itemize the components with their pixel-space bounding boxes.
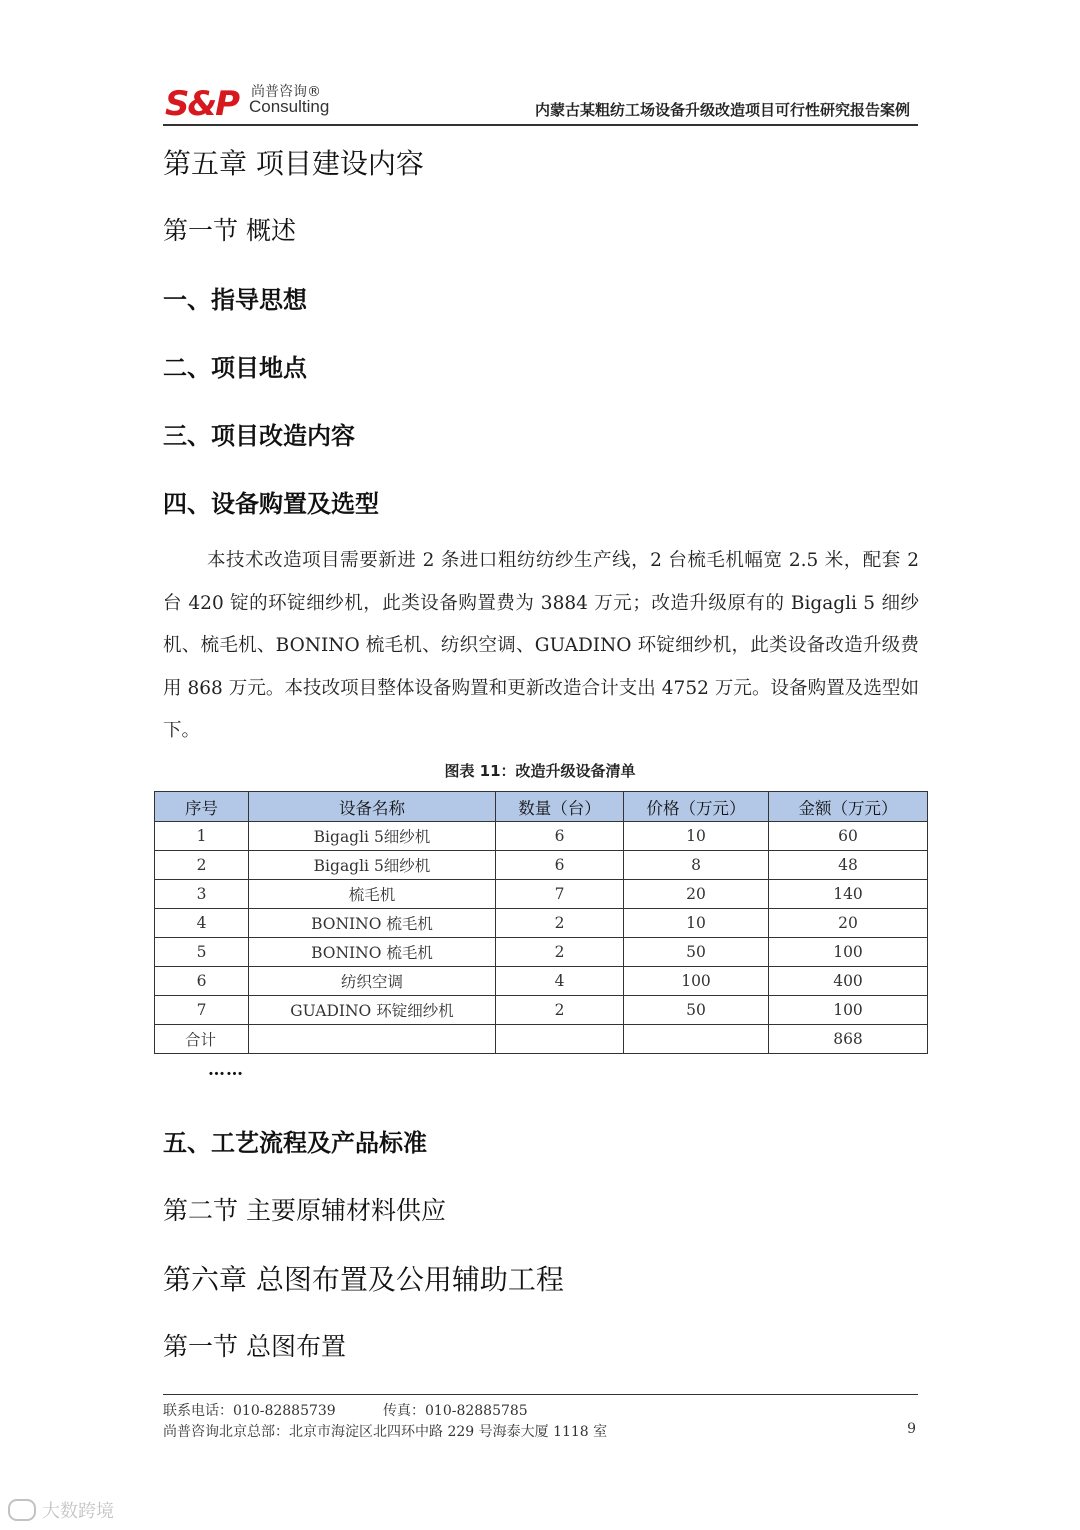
header-price: 价格（万元）	[624, 792, 769, 822]
table-total-row	[155, 1025, 928, 1054]
section-2-heading: 第二节 主要原辅材料供应	[163, 1196, 446, 1225]
cell-quantity	[496, 1025, 624, 1054]
cell-quantity: 2	[496, 996, 624, 1025]
header-index: 序号	[155, 792, 249, 822]
header-amount: 金额（万元）	[769, 792, 928, 822]
footer-address: 尚普咨询北京总部：北京市海淀区北四环中路 229 号海泰大厦 1118 室	[163, 1424, 608, 1440]
chapter-5-heading: 第五章 项目建设内容	[163, 147, 424, 180]
cell-total-amount: 868	[769, 1025, 928, 1054]
header-equipment-name: 设备名称	[249, 792, 496, 822]
table-row	[155, 996, 928, 1025]
cell-amount: 140	[769, 880, 928, 909]
cell-quantity: 4	[496, 967, 624, 996]
cell-amount: 100	[769, 996, 928, 1025]
header-quantity: 数量（台）	[496, 792, 624, 822]
cell-quantity: 2	[496, 938, 624, 967]
cell-equipment-name: BONINO 梳毛机	[249, 909, 496, 938]
body-paragraph: 本技术改造项目需要新进 2 条进口粗纺纺纱生产线，2 台梳毛机幅宽 2.5 米，配套 2 台 420 锭的环锭细纱机，此类设备购置费为 3884 万元；改造升级原有的 Bigagli 5 细纱机、梳毛机、BONINO 梳毛机、纺织空调、GUADINO 环锭细纱机，此类设备改造升级费用 868 万元。本技改项目整体设备购置和更新改造合计支出 4752 万元。设备购置及选型如下。	[163, 550, 919, 741]
cell-index: 2	[155, 851, 249, 880]
item-4-heading: 四、设备购置及选型	[163, 489, 379, 518]
watermark-text: 大数跨境	[42, 1501, 114, 1522]
cell-index: 4	[155, 909, 249, 938]
watermark	[8, 1497, 114, 1523]
table-row	[155, 822, 928, 851]
cell-equipment-name: GUADINO 环锭细纱机	[249, 996, 496, 1025]
page-number: 9	[907, 1421, 916, 1437]
cell-total-label: 合计	[155, 1025, 249, 1054]
table-header-row	[155, 792, 928, 822]
cell-equipment-name	[249, 1025, 496, 1054]
cell-amount: 400	[769, 967, 928, 996]
cell-price: 10	[624, 822, 769, 851]
watermark-icon	[8, 1499, 36, 1521]
page-footer	[163, 1394, 918, 1440]
section-1-heading: 第一节 概述	[163, 216, 296, 245]
logo-chinese-name: 尚普咨询®	[251, 84, 321, 100]
cell-price: 50	[624, 938, 769, 967]
cell-equipment-name: Bigagli 5细纱机	[249, 822, 496, 851]
cell-quantity: 7	[496, 880, 624, 909]
table-row	[155, 880, 928, 909]
equipment-table	[154, 791, 928, 1054]
cell-quantity: 6	[496, 851, 624, 880]
cell-quantity: 6	[496, 822, 624, 851]
omission-ellipsis: ……	[208, 1060, 244, 1080]
table-caption: 图表 11：改造升级设备清单	[444, 762, 636, 780]
chapter-6-heading: 第六章 总图布置及公用辅助工程	[163, 1263, 564, 1296]
cell-amount: 20	[769, 909, 928, 938]
item-5-heading: 五、工艺流程及产品标准	[163, 1128, 427, 1157]
cell-quantity: 2	[496, 909, 624, 938]
cell-price: 20	[624, 880, 769, 909]
cell-equipment-name: Bigagli 5细纱机	[249, 851, 496, 880]
cell-amount: 100	[769, 938, 928, 967]
table-row	[155, 909, 928, 938]
cell-index: 1	[155, 822, 249, 851]
logo-english-name: Consulting	[249, 97, 330, 116]
cell-equipment-name: 梳毛机	[249, 880, 496, 909]
cell-amount: 48	[769, 851, 928, 880]
table-row	[155, 938, 928, 967]
item-1-heading: 一、指导思想	[163, 285, 307, 314]
section-6-1-heading: 第一节 总图布置	[163, 1332, 346, 1361]
table-row	[155, 851, 928, 880]
cell-index: 5	[155, 938, 249, 967]
table-row	[155, 967, 928, 996]
item-3-heading: 三、项目改造内容	[163, 421, 355, 450]
footer-phone: 联系电话：010-82885739	[163, 1403, 336, 1419]
footer-fax: 传真：010-82885785	[383, 1403, 528, 1419]
cell-price: 100	[624, 967, 769, 996]
cell-equipment-name: 纺织空调	[249, 967, 496, 996]
cell-amount: 60	[769, 822, 928, 851]
cell-price	[624, 1025, 769, 1054]
item-2-heading: 二、项目地点	[163, 353, 307, 382]
page-header	[163, 72, 918, 126]
cell-index: 7	[155, 996, 249, 1025]
cell-price: 8	[624, 851, 769, 880]
cell-price: 50	[624, 996, 769, 1025]
logo-mark: S&P	[165, 84, 239, 124]
report-title: 内蒙古某粗纺工场设备升级改造项目可行性研究报告案例	[534, 101, 910, 119]
cell-price: 10	[624, 909, 769, 938]
cell-equipment-name: BONINO 梳毛机	[249, 938, 496, 967]
cell-index: 3	[155, 880, 249, 909]
cell-index: 6	[155, 967, 249, 996]
